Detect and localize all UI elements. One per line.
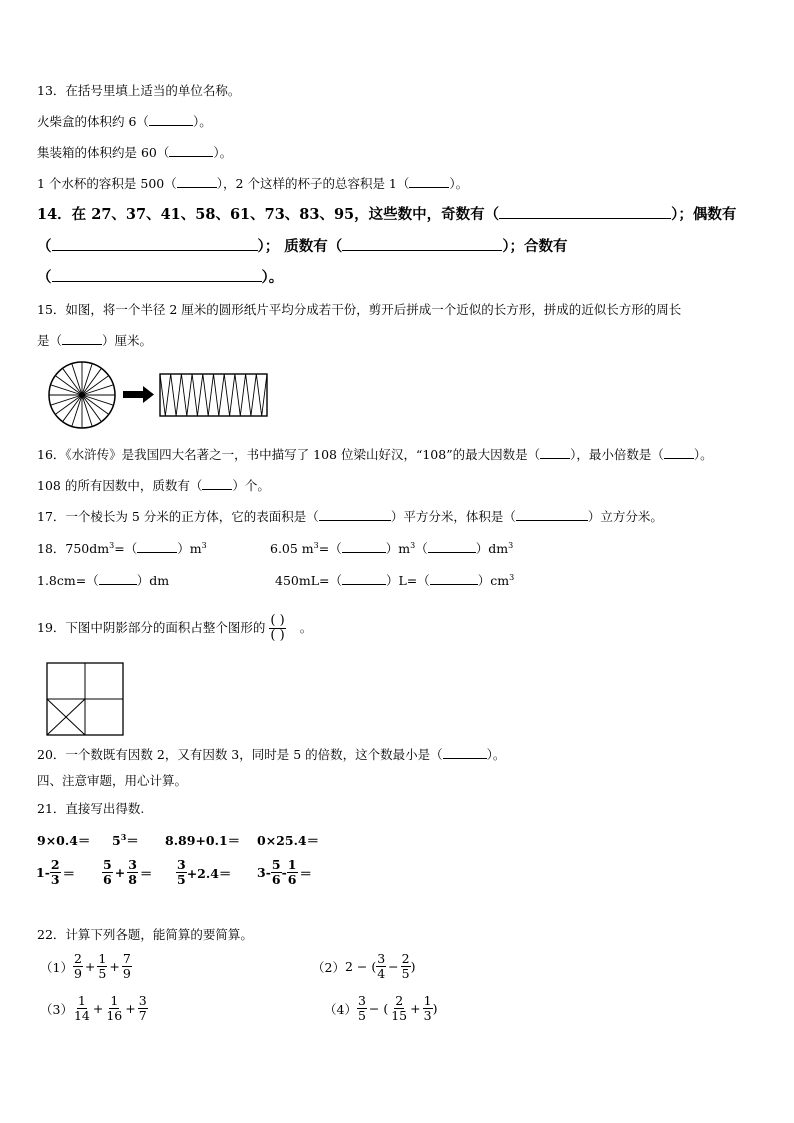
q15-line2: 是（ ）厘米。 <box>37 333 153 348</box>
q20-line: 20．一个数既有因数 2，又有因数 3，同时是 5 的倍数，这个数最小是（ ）。 <box>37 747 506 762</box>
q14-line2: （ ）； 质数有（ ）；合数有 <box>37 238 568 255</box>
arrow-icon <box>123 386 154 403</box>
q21-title: 21．直接写出得数. <box>37 801 145 816</box>
q21-e3: 8.89+0.1＝ <box>165 833 241 848</box>
answer-blank[interactable] <box>52 270 262 282</box>
answer-blank[interactable] <box>430 573 478 585</box>
answer-blank[interactable] <box>516 509 588 521</box>
q21-f1: 1- $\frac{2}{3}$ ＝ <box>36 857 76 887</box>
answer-blank[interactable] <box>52 239 258 251</box>
answer-blank[interactable] <box>319 509 391 521</box>
q17-line: 17．一个棱长为 5 分米的正方体，它的表面积是（ ）平方分米，体积是（ ）立方分米。 <box>37 509 663 524</box>
q14-line3: （ ）。 <box>37 269 284 286</box>
q18-line1b: 6.05 $m^3=$（ ）$m^3$（ ）$dm^3$ <box>270 540 514 556</box>
q21-e1: 9×0.4＝ <box>37 833 91 848</box>
answer-blank[interactable] <box>202 478 232 490</box>
q13-line1: 火柴盒的体积约 6（ ）。 <box>37 114 212 129</box>
fraction-blank[interactable]: $\frac{( )}{( )}$ <box>270 612 285 643</box>
q18-line2b: 450mL=（ ）L=（ ）$cm^3$ <box>275 572 515 588</box>
q19-line: 19．下图中阴影部分的面积占整个图形的 $\frac{( )}{( )}$ 。 <box>37 612 313 643</box>
answer-blank[interactable] <box>540 447 570 459</box>
q14-line1: 14．在 27、37、41、58、61、73、83、95，这些数中，奇数有（ ）；偶数有 <box>37 206 737 223</box>
answer-blank[interactable] <box>499 207 671 219</box>
answer-blank[interactable] <box>99 573 137 585</box>
grid-figure <box>46 662 126 738</box>
q21-f3: $\frac{3}{5}$ +2.4＝ <box>177 857 232 887</box>
q21-e4: 0×25.4＝ <box>257 833 320 848</box>
q22-title: 22．计算下列各题，能简算的要简算。 <box>37 927 253 942</box>
q16-line2: 108 的所有因数中，质数有（ ）个。 <box>37 478 270 493</box>
section-4-title: 四、注意审题，用心计算。 <box>37 773 188 788</box>
answer-blank[interactable] <box>342 541 386 553</box>
answer-blank[interactable] <box>342 239 502 251</box>
answer-blank[interactable] <box>137 541 177 553</box>
answer-blank[interactable] <box>428 541 476 553</box>
answer-blank[interactable] <box>62 333 102 345</box>
answer-blank[interactable] <box>443 747 487 759</box>
q13-line3: 1 个水杯的容积是 500（ ），2 个这样的杯子的总容积是 1（ ）。 <box>37 176 469 191</box>
q15-line1: 15．如图，将一个半径 2 厘米的圆形纸片平均分成若干份，剪开后拼成一个近似的长方形，拼成的近似长方形的周长 <box>37 302 682 317</box>
answer-blank[interactable] <box>409 176 449 188</box>
answer-blank[interactable] <box>342 573 386 585</box>
q22-p1: （1） $\frac{2}{9}$ + $\frac{1}{5}$ + $\frac{7}{9}$ <box>40 951 131 981</box>
answer-blank[interactable] <box>177 176 217 188</box>
q21-f4: 3- $\frac{5}{6}$ - $\frac{1}{6}$ ＝ <box>257 857 313 887</box>
answer-blank[interactable] <box>169 145 213 157</box>
shaded-region <box>47 699 85 735</box>
q16-line1: 16．《水浒传》是我国四大名著之一，书中描写了 108 位梁山好汉，“108”的最大因数是（ ），最小倍数是（ ）。 <box>37 447 713 462</box>
q18-line2a: 1.8cm=（ ）dm <box>37 573 170 588</box>
circle-to-rectangle-figure <box>44 360 274 430</box>
q22-p4: （4） $\frac{3}{5}$ − ( $\frac{2}{15}$ + $\frac{1}{3}$ ) <box>324 993 438 1023</box>
q22-p3: （3） $\frac{1}{14}$ + $\frac{1}{16}$ + $\frac{3}{7}$ <box>40 993 147 1023</box>
approx-rectangle <box>160 374 267 416</box>
q18-line1a: 18．$750dm^3=$（ ）$m^3$ <box>37 540 207 556</box>
answer-blank[interactable] <box>149 114 193 126</box>
q13-title: 13．在括号里填上适当的单位名称。 <box>37 83 241 98</box>
divided-circle <box>49 362 115 428</box>
answer-blank[interactable] <box>664 447 694 459</box>
q21-e2: $5^3=$ <box>112 831 139 848</box>
q21-f2: $\frac{5}{6}$ + $\frac{3}{8}$ ＝ <box>103 857 153 887</box>
q22-p2: （2） 2 − ( $\frac{3}{4}$ − $\frac{2}{5}$ ) <box>312 951 416 981</box>
q13-line2: 集装箱的体积约是 60（ ）。 <box>37 145 233 160</box>
